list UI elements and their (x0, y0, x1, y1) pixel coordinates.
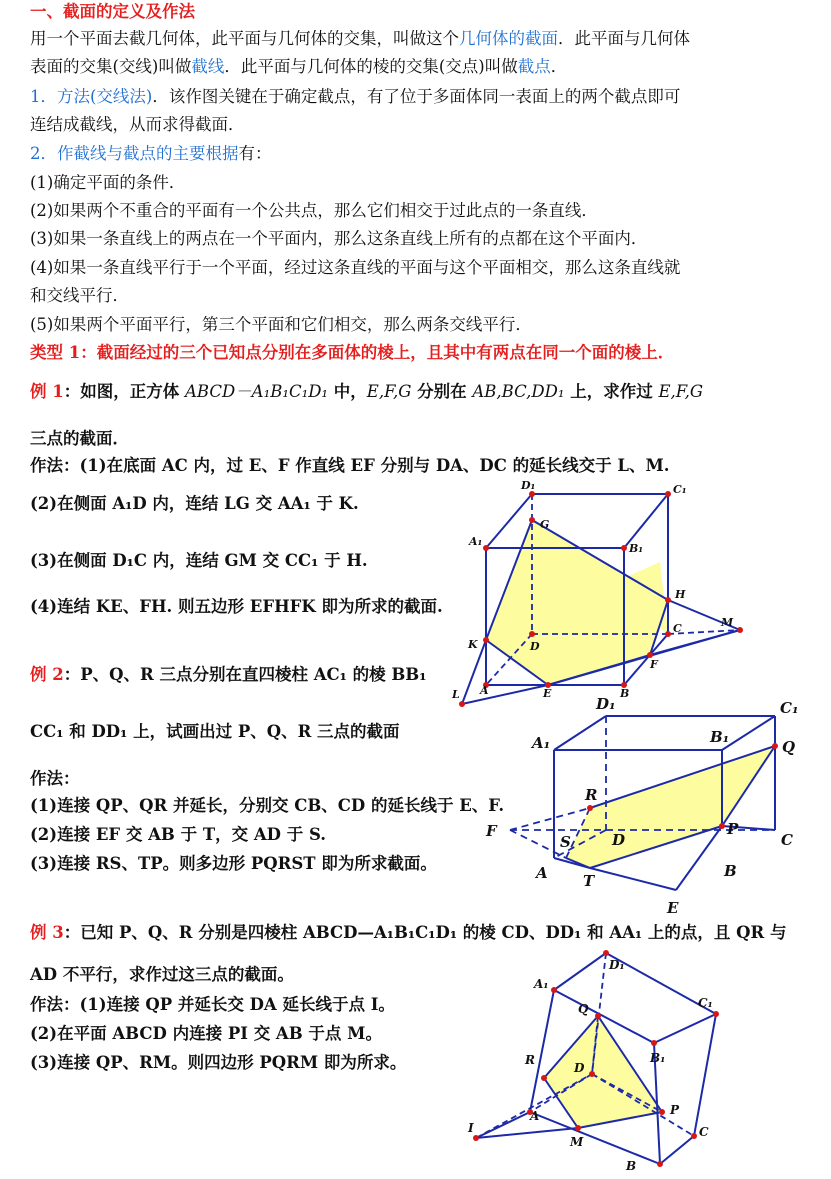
example-3-statement-2: AD 不平行，求作过这三点的截面。 (30, 965, 294, 984)
math: E,F,G (366, 382, 412, 401)
basis-4-line-2: 和交线平行． (30, 286, 129, 305)
label: B (724, 862, 737, 880)
example-2-label: 例 2 (30, 665, 64, 684)
math: AB,BC,DD₁ (472, 382, 565, 401)
label: P (670, 1103, 680, 1117)
label: K (468, 638, 478, 651)
label: D (612, 831, 626, 849)
label: F (486, 822, 497, 840)
label: A (530, 1109, 540, 1123)
label: G (540, 518, 550, 531)
label: A₁ (534, 977, 549, 991)
label: F (650, 658, 658, 671)
label: C (673, 622, 682, 635)
example-1-step-2: (2)在侧面 A₁D 内，连结 LG 交 AA₁ 于 K. (30, 494, 359, 513)
example-1-step-1: 作法：(1)在底面 AC 内，过 E、F 作直线 EF 分别与 DA、DC 的延长线交于 L、M. (30, 456, 670, 475)
text: 用一个平面去截几何体，此平面与几何体的交集，叫做这个 (30, 29, 459, 48)
term-section: 几何体的截面 (459, 29, 558, 48)
label: C₁ (780, 699, 799, 717)
section-heading: 一、截面的定义及作法 (30, 2, 195, 21)
text: 分别在 (411, 382, 473, 401)
example-3-label: 例 3 (30, 923, 64, 942)
text: ：P、Q、R 三点分别在直四棱柱 AC₁ 的棱 BB₁ (63, 665, 427, 684)
text: 有： (238, 144, 272, 163)
label: C₁ (673, 483, 687, 496)
text: 中， (328, 382, 367, 401)
label: D (530, 640, 540, 653)
label: D₁ (609, 958, 625, 972)
text: ．该作图关键在于确定截点，有了位于多面体同一表面上的两个截点即可 (152, 87, 681, 106)
math: ABCD－A₁B₁C₁D₁ (184, 382, 329, 401)
label: Q (578, 1002, 589, 1016)
example-1-step-3: (3)在侧面 D₁C 内，连结 GM 交 CC₁ 于 H. (30, 551, 368, 570)
label: B₁ (629, 542, 644, 555)
example-1-label: 例 1 (30, 382, 64, 401)
label: A₁ (532, 734, 551, 752)
label: B (626, 1159, 637, 1173)
example-3-step-2: (2)在平面 ABCD 内连接 PI 交 AB 于点 M。 (30, 1024, 382, 1043)
text: ．此平面与几何体的棱的交集(交点)叫做 (224, 57, 518, 76)
text: 上，求作过 (564, 382, 659, 401)
label: C (699, 1125, 709, 1139)
example-1-step-4: (4)连结 KE、FH. 则五边形 EFHFK 即为所求的截面. (30, 597, 443, 616)
method-1-title: 1．方法(交线法) (30, 87, 153, 106)
example-2-statement-2: CC₁ 和 DD₁ 上，试画出过 P、Q、R 三点的截面 (30, 722, 400, 741)
basis-4-line-1: (4)如果一条直线平行于一个平面，经过这条直线的平面与这个平面相交，那么这条直线就 (30, 258, 681, 277)
math: E,F,G (658, 382, 704, 401)
label: A (480, 684, 489, 697)
term-section-point: 截点 (517, 57, 551, 76)
label: D₁ (521, 479, 536, 492)
text: 表面的交集(交线)叫做 (30, 57, 192, 76)
label: B (620, 687, 630, 700)
example-2-step-3: (3)连接 RS、TP。则多边形 PQRST 即为所求截面。 (30, 854, 437, 873)
label: M (721, 616, 734, 629)
label: T (583, 872, 595, 890)
label: B₁ (710, 728, 730, 746)
label: R (585, 786, 598, 804)
basis-5: (5)如果两个平面平行，第三个平面和它们相交，那么两条交线平行． (30, 315, 532, 334)
basis-2: (2)如果两个不重合的平面有一个公共点，那么它们相交于过此点的一条直线． (30, 201, 598, 220)
type-1-heading: 类型 1：截面经过的三个已知点分别在多面体的棱上，且其中有两点在同一个面的棱上． (30, 343, 675, 362)
example-2-step-2: (2)连接 EF 交 AB 于 T，交 AD 于 S. (30, 825, 327, 844)
label: Q (782, 738, 796, 756)
text: ．此平面与几何体 (558, 29, 690, 48)
label: C (781, 831, 793, 849)
label: B₁ (650, 1051, 666, 1065)
label: E (667, 899, 679, 917)
term-section-line: 截线 (191, 57, 225, 76)
example-2-step-1: (1)连接 QP、QR 并延长，分别交 CB、CD 的延长线于 E、F. (30, 796, 505, 815)
section-fill (544, 1016, 662, 1128)
label: D₁ (596, 695, 616, 713)
basis-1: (1)确定平面的条件． (30, 173, 186, 192)
example-3-step-3: (3)连接 QP、RM。则四边形 PQRM 即为所求。 (30, 1053, 407, 1072)
label: S (560, 833, 571, 851)
label: A₁ (469, 535, 483, 548)
label: P (727, 820, 739, 838)
example-2-steps-title: 作法： (30, 769, 80, 788)
label: C₁ (698, 996, 713, 1010)
text: ． (550, 57, 568, 76)
example-3-step-1: 作法：(1)连接 QP 并延长交 DA 延长线于点 I。 (30, 995, 395, 1014)
label: A (536, 864, 548, 882)
label: M (570, 1135, 584, 1149)
label: R (525, 1053, 535, 1067)
label: I (468, 1121, 474, 1135)
method-2-title: 2．作截线与截点的主要根据 (30, 144, 239, 163)
method-1-line-2: 连结成截线，从而求得截面． (30, 115, 245, 134)
text: ：如图，正方体 (63, 382, 185, 401)
label: L (452, 688, 460, 701)
example-1-statement-2: 三点的截面． (30, 429, 129, 448)
text: ：已知 P、Q、R 分别是四棱柱 ABCD—A₁B₁C₁D₁ 的棱 CD、DD₁ 和 AA₁ 上的点，且 QR 与 (63, 923, 787, 942)
label: D (574, 1061, 585, 1075)
basis-3: (3)如果一条直线上的两点在一个平面内，那么这条直线上所有的点都在这个平面内． (30, 229, 648, 248)
label: H (675, 588, 686, 601)
label: E (543, 687, 552, 700)
